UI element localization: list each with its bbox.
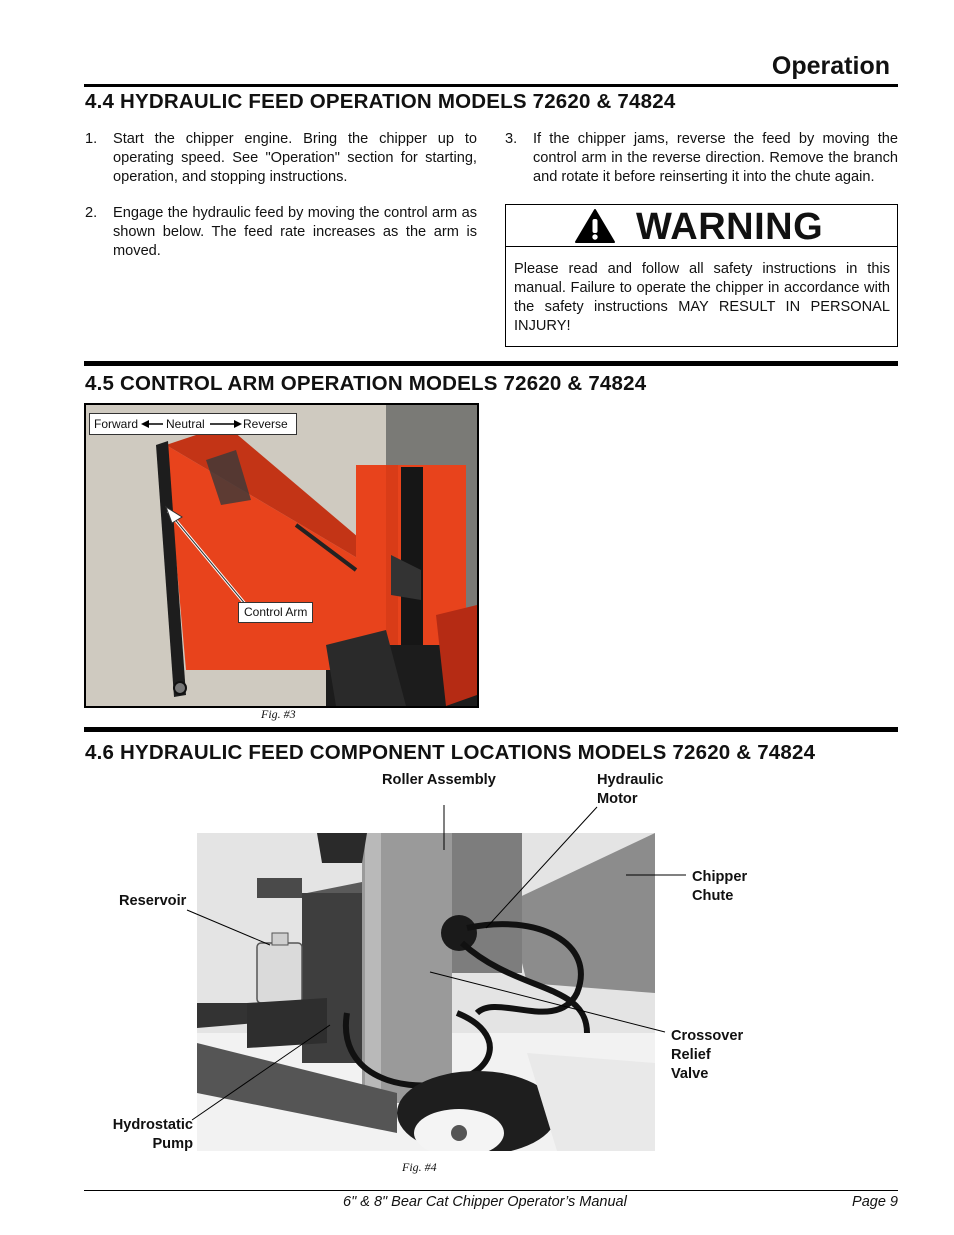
label-line: Chute	[692, 888, 734, 904]
label-line: Pump	[152, 1136, 193, 1152]
warning-title: WARNING	[636, 206, 824, 248]
step-text: Start the chipper engine. Bring the chipper up to operating speed. See "Operation" section for starting, operation, and stopping instructions.	[113, 131, 477, 185]
section-title: Operation	[771, 52, 890, 80]
control-arm-callout: Control Arm	[238, 602, 313, 623]
figure-3-caption: Fig. #3	[261, 707, 296, 721]
label-line: Hydraulic	[597, 772, 664, 788]
footer-page-number: Page 9	[852, 1194, 898, 1210]
heading-4-4: 4.4 HYDRAULIC FEED OPERATION MODELS 72620 & 74824	[85, 90, 676, 113]
label-crossover-relief-valve	[671, 1027, 743, 1084]
warning-text: Please read and follow all safety instructions in this manual. Failure to operate the chipper in accordance with the safety instructions MAY RESULT IN PERSONAL INJURY!	[514, 261, 890, 334]
label-line: Valve	[671, 1066, 709, 1082]
footer-manual-title: 6" & 8" Bear Cat Chipper Operator’s Manual	[343, 1194, 627, 1210]
label-line: Relief	[671, 1047, 711, 1063]
label-reservoir: Reservoir	[119, 893, 187, 909]
label-hydrostatic-pump	[108, 1116, 193, 1154]
footer-rule	[84, 1190, 898, 1191]
neutral-label: Neutral	[166, 417, 205, 431]
reverse-label: Reverse	[243, 417, 288, 431]
label-hydraulic-motor	[597, 771, 664, 809]
label-chipper-chute	[692, 868, 747, 906]
heading-4-5: 4.5 CONTROL ARM OPERATION MODELS 72620 & 74824	[85, 372, 647, 395]
label-line: Chipper	[692, 869, 748, 885]
label-roller-assembly: Roller Assembly	[382, 772, 496, 788]
figure-4-caption: Fig. #4	[402, 1160, 437, 1174]
label-line: Crossover	[671, 1028, 744, 1044]
step-number: 2.	[85, 205, 98, 221]
step-number: 1.	[85, 131, 98, 147]
heading-4-6: 4.6 HYDRAULIC FEED COMPONENT LOCATIONS MODELS 72620 & 74824	[85, 741, 816, 764]
step-text: Engage the hydraulic feed by moving the control arm as shown below. The feed rate increases as the arm is moved.	[113, 205, 477, 259]
step-number: 3.	[505, 131, 518, 147]
step-text: If the chipper jams, reverse the feed by moving the control arm in the reverse direction. Remove the branch and rotate it before reinserting it into the chute again.	[533, 131, 898, 185]
label-line: Hydrostatic	[112, 1117, 193, 1133]
forward-label: Forward	[94, 417, 139, 431]
label-line: Motor	[597, 791, 638, 807]
